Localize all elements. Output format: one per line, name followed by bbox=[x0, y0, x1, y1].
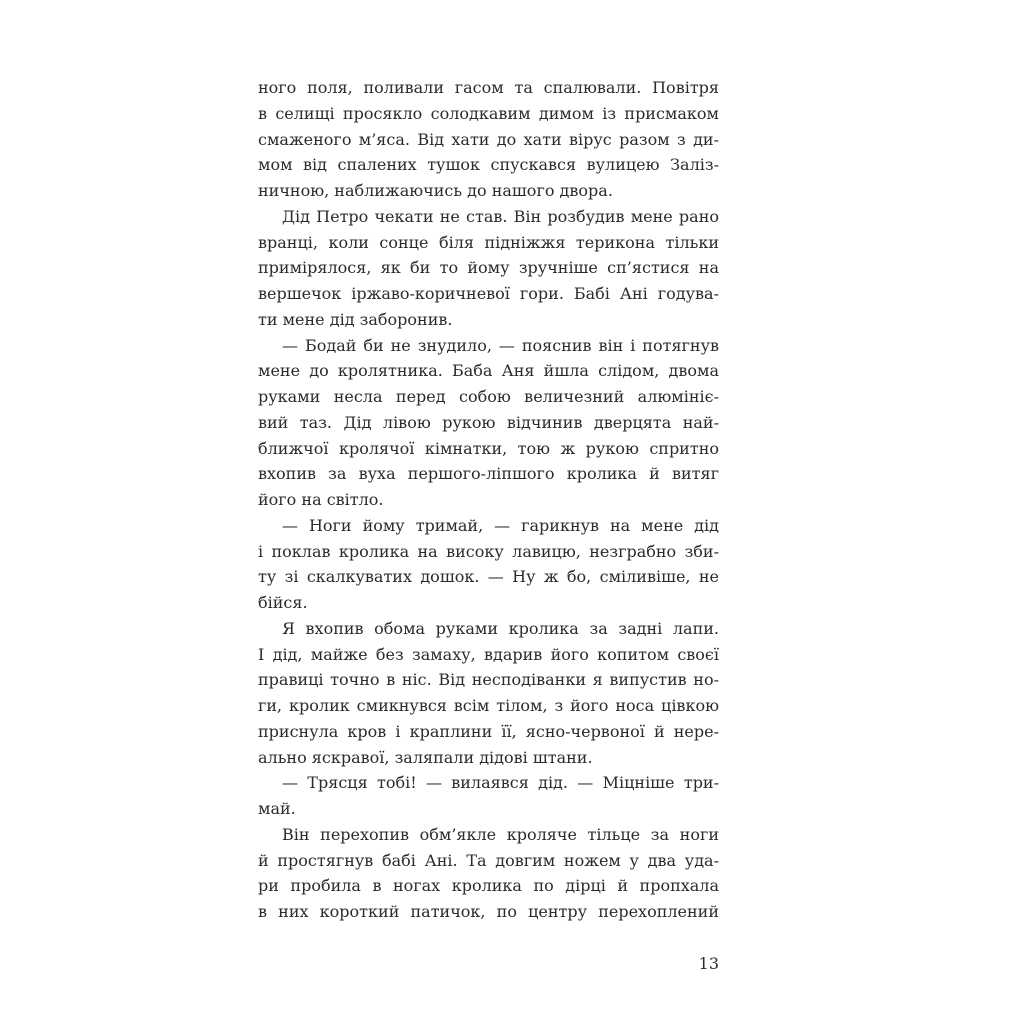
paragraph bbox=[258, 75, 719, 204]
text-line: мене до кролятника. Баба Аня йшла слідом, двома bbox=[258, 361, 719, 381]
paragraph bbox=[258, 204, 719, 333]
text-line: — Бодай би не знудило, — пояснив він і потягнув bbox=[282, 335, 719, 355]
text-line: май. bbox=[258, 799, 296, 818]
paragraph bbox=[258, 822, 719, 925]
text-line: ту зі скалкуватих дошок. — Ну ж бо, сміливіше, не bbox=[258, 567, 719, 587]
text-line: смаженого м’яса. Від хати до хати вірус разом з ди- bbox=[258, 129, 719, 149]
text-line: ничною, наближаючись до нашого двора. bbox=[258, 181, 613, 200]
text-line: вий таз. Дід лівою рукою відчинив дверцята най- bbox=[258, 412, 719, 432]
text-line: в селищі просякло солодкавим димом із присмаком bbox=[258, 103, 719, 123]
text-line: ти мене дід заборонив. bbox=[258, 309, 453, 329]
paragraph bbox=[258, 770, 719, 822]
text-line: його на світло. bbox=[258, 490, 384, 509]
text-line: вранці, коли сонце біля підніжжя терикона тільки bbox=[258, 232, 719, 252]
text-line: Дід Петро чекати не став. Він розбудив мене рано bbox=[282, 206, 719, 226]
text-line: руками несла перед собою величезний алюмініє- bbox=[258, 387, 719, 406]
text-line: примірялося, як би то йому зручніше сп’ястися на bbox=[258, 258, 719, 278]
text-line: ги, кролик смикнувся всім тілом, з його носа цівкою bbox=[258, 696, 719, 715]
paragraph bbox=[258, 333, 719, 513]
text-line: ного поля, поливали гасом та спалювали. Повітря bbox=[258, 78, 719, 97]
text-line: приснула кров і краплини її, ясно-червоної й нере- bbox=[258, 721, 719, 741]
text-line: вхопив за вуха першого-ліпшого кролика й витяг bbox=[258, 464, 719, 484]
text-line: правиці точно в ніс. Від несподіванки я випустив но- bbox=[258, 670, 719, 690]
text-line: — Ноги йому тримай, — гарикнув на мене дід bbox=[282, 515, 719, 535]
page-number: 13 bbox=[698, 954, 719, 973]
text-line: і поклав кролика на високу лавицю, незграбно зби- bbox=[258, 541, 719, 561]
text-line: ри пробила в ногах кролика по дірці й пропхала bbox=[258, 876, 719, 896]
paragraph bbox=[258, 616, 719, 771]
text-line: Він перехопив обм’якле кроляче тільце за ноги bbox=[282, 824, 719, 844]
text-line: І дід, майже без замаху, вдарив його копитом своєї bbox=[258, 644, 719, 664]
text-line: вершечок іржаво-коричневої гори. Бабі Ані годува- bbox=[258, 284, 719, 303]
paragraph bbox=[258, 513, 719, 616]
text-line: бійся. bbox=[258, 593, 308, 612]
text-line: ально яскравої, заляпали дідові штани. bbox=[258, 747, 593, 767]
book-page-text bbox=[258, 75, 719, 925]
text-line: — Трясця тобі! — вилаявся дід. — Міцніше три- bbox=[282, 773, 719, 793]
text-line: в них короткий патичок, по центру перехоплений bbox=[258, 902, 719, 921]
text-line: Я вхопив обома руками кролика за задні лапи. bbox=[282, 618, 719, 638]
text-line: мом від спалених тушок спускався вулицею Заліз- bbox=[258, 155, 719, 175]
text-line: ближчої кролячої кімнатки, тою ж рукою спритно bbox=[258, 438, 719, 458]
text-line: й простягнув бабі Ані. Та довгим ножем у два уда- bbox=[258, 850, 719, 870]
